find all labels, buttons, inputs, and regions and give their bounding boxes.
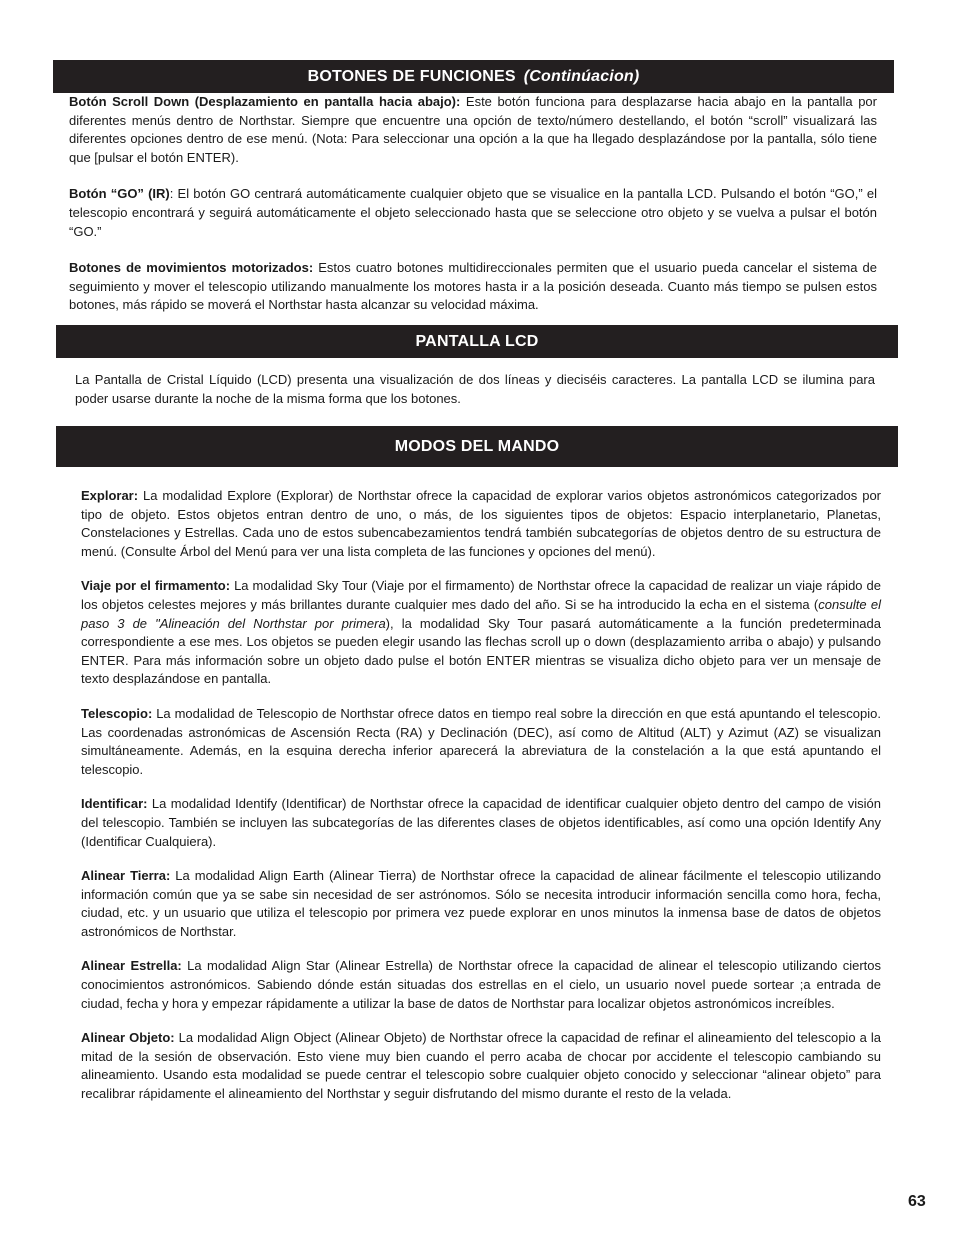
paragraph-lead: Identificar:	[81, 796, 148, 812]
paragraph-body: La modalidad Identify (Identificar) de Northstar ofrece la capacidad de identificar cualquier objeto dentro del campo de visión del telescopio. También se incluyen las subcategorías de las diferentes clases de objetos identificables, así como una opción Identify Any (Identificar Cualquiera).	[81, 796, 881, 849]
paragraph-body: La modalidad de Telescopio de Northstar ofrece datos en tiempo real sobre la dirección en que está apuntando el telescopio. Las coordenadas astronómicas de Ascensión Recta (RA) y Declinación (DEC), así como de Altitud (ALT) y Azimut (AZ) se visualizan simultáneamente. Además, en la esquina derecha inferior aparecerá la abreviatura de la constelación a la que está apuntando el telescopio.	[81, 705, 881, 777]
section-title: BOTONES DE FUNCIONES	[307, 67, 516, 85]
section-header-modos	[56, 426, 898, 467]
botones-text	[69, 93, 877, 315]
paragraph-body: La modalidad Align Earth (Alinear Tierra) de Northstar ofrece la capacidad de alinear fácilmente el telescopio utilizando información común que ya se sabe sin necesidad de ser astrónomos. Sólo se necesita introducir información sencilla como hora, fecha, ciudad, etc. y un usuario que utiliza el telescopio por primera vez puede explorar en unos minutos la inmensa base de datos de objetos astronómicos de Northstar.	[81, 868, 881, 939]
paragraph-lead: Viaje por el firmamento:	[81, 578, 231, 594]
paragraph-lead: Explorar:	[81, 488, 139, 503]
paragraph-motor	[69, 259, 877, 315]
paragraph-lead: Telescopio:	[81, 705, 153, 721]
section-header-lcd	[56, 325, 898, 358]
paragraph-lead: Botones de movimientos motorizados:	[69, 260, 314, 276]
paragraph-lead: Alinear Estrella:	[81, 958, 182, 974]
paragraph-body: Este botón funciona para desplazarse hacia abajo en la pantalla por diferentes menús dentro de Northstar. Siempre que encuentre una opción de texto/número destellando, el botón “scroll” visualizará las diferentes opciones dentro de ese menú. (Nota: Para seleccionar una opción a la que ha llegado desplazándose por la pantalla, sólo tiene que [pulsar el botón ENTER).	[69, 94, 877, 165]
paragraph-alinear-objeto	[81, 1029, 881, 1103]
paragraph-explorar	[81, 487, 881, 561]
paragraph-telescopio	[81, 705, 881, 779]
lcd-text	[75, 371, 875, 408]
paragraph-italic-ref: consulte el paso 3 de "Alineación del Northstar por primera	[81, 596, 881, 631]
paragraph-viaje	[81, 577, 881, 689]
paragraph-body: Estos cuatro botones multidireccionales permiten que el usuario pueda cancelar el sistema de seguimiento y mover el telescopio utilizando manualmente los motores hasta ir a la posición deseada. Cuanto más tiempo se pulsen estos botones, más rápido se moverá el Northstar hasta alcanzar su velocidad máxima.	[69, 260, 877, 313]
paragraph-alinear-tierra	[81, 867, 881, 941]
paragraph-lead: Botón Scroll Down (Desplazamiento en pantalla hacia abajo):	[69, 94, 461, 109]
paragraph-body: ), la modalidad Sky Tour pasará automáticamente a la función predeterminada correspondiente a ese mes. Los objetos se pueden elegir usando las flechas scroll up o down (desplazamiento arriba o abajo) y pulsando ENTER. Para más información sobre un objeto dado pulse el botón ENTER mientras se visualiza dicho objeto para ver un mensaje de texto desplazándose en pantalla.	[81, 615, 881, 687]
paragraph-scroll-down	[69, 93, 877, 167]
section-title: MODOS DEL MANDO	[394, 437, 560, 455]
paragraph-alinear-estrella	[81, 957, 881, 1013]
paragraph-go	[69, 185, 877, 241]
paragraph-body: La modalidad Align Star (Alinear Estrella) de Northstar ofrece la capacidad de alinear el telescopio utilizando ciertos conocimientos astronómicos. Sabiendo dónde están situadas dos estrellas en el cielo, un usuario novel puede sortear ;a entrada de ciudad, fecha y hora y empezar rápidamente a utilizar la base de datos de Northstar para localizar objetos astronómicos increíbles.	[81, 958, 881, 1011]
section-subtitle: (Continúacion)	[523, 67, 640, 85]
paragraph-lead: Botón “GO” (IR)	[69, 186, 170, 202]
paragraph-body: La modalidad Align Object (Alinear Objeto) de Northstar ofrece la capacidad de refinar el alineamiento del telescopio a la mitad de la sesión de observación. Esto viene muy bien cuando el perro acaba de chocar por accidente el telescopio cambiando su alineamiento. Usando esta modalidad se puede centrar el telescopio sobre cualquier objeto conocido y seleccionar “alinear objeto” para recalibrar rápidamente el alineamiento del Northstar y seguir disfrutando del mismo durante el resto de la velada.	[81, 1030, 881, 1102]
paragraph-body: La modalidad Explore (Explorar) de Northstar ofrece la capacidad de explorar varios objetos astronómicos categorizados por tipo de objeto. Estos objetos entran dentro de uno, o más, de los siguientes tipos de objetos: Espacio interplanetario, Planetas, Constelaciones y Estrellas. Cada uno de estos subencabezamientos tendrá también subcategorías de objetos dentro de su estructura de menú. (Consulte Árbol del Menú para ver una lista completa de las funciones y opciones del menú).	[81, 488, 881, 559]
paragraph-lead: Alinear Tierra:	[81, 868, 171, 884]
section-header-botones	[53, 60, 894, 93]
modos-text	[81, 487, 881, 1104]
paragraph-lead: Alinear Objeto:	[81, 1030, 175, 1046]
paragraph-identificar	[81, 795, 881, 851]
paragraph-body: : El botón GO centrará automáticamente cualquier objeto que se visualice en la pantalla LCD. Pulsando el botón “GO,” el telescopio encontrará y seguirá automáticamente el objeto seleccionado hasta que se seleccione otro objeto y se vuelva a pulsar el botón “GO.”	[69, 186, 877, 239]
paragraph-body: La modalidad Sky Tour (Viaje por el firmamento) de Northstar ofrece la capacidad de realizar un viaje rápido de los objetos celestes mejores y más brillantes durante cualquier mes dado del año. Si se ha introducido la echa en el sistema (	[81, 578, 881, 612]
page-number: 63	[908, 1193, 926, 1210]
paragraph-lcd: La Pantalla de Cristal Líquido (LCD) presenta una visualización de dos líneas y dieciséis caracteres. La pantalla LCD se ilumina para poder usarse durante la noche de la misma forma que los botones.	[75, 372, 875, 406]
section-title: PANTALLA LCD	[415, 332, 539, 350]
